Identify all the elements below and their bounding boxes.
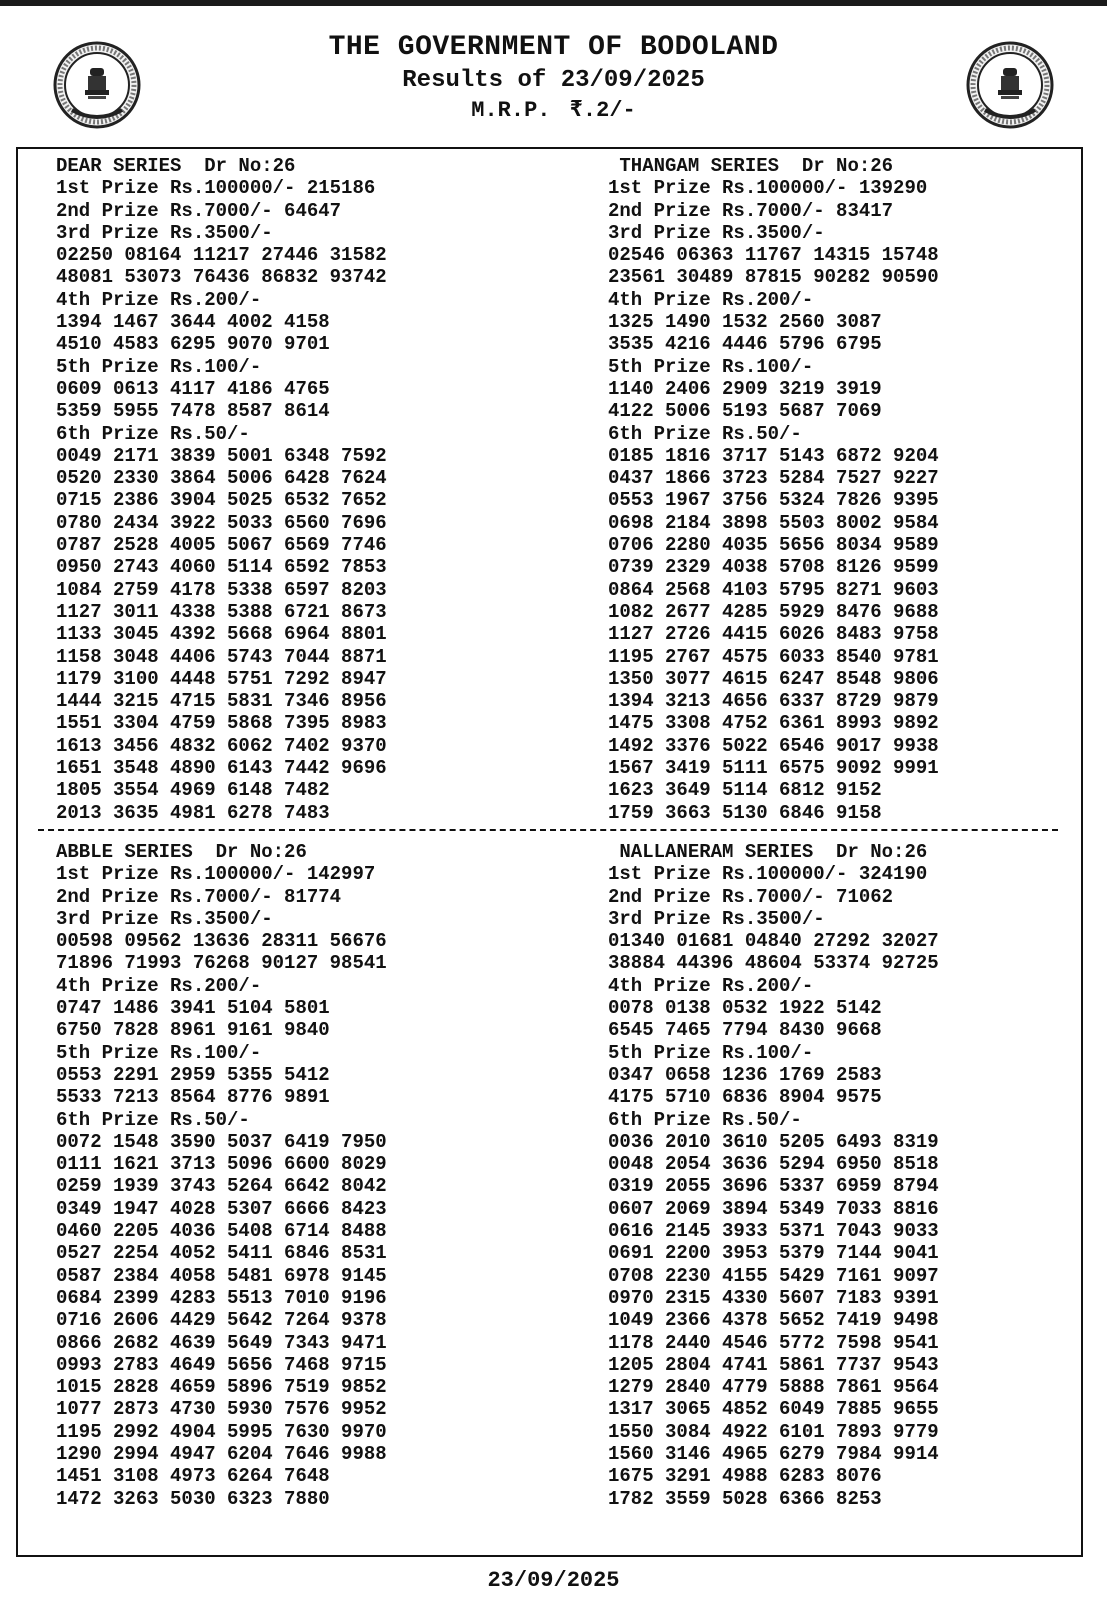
result-line: 01340 01681 04840 27292 32027 bbox=[608, 930, 939, 953]
top-border-bar bbox=[0, 0, 1107, 6]
result-line: 1317 3065 4852 6049 7885 9655 bbox=[608, 1398, 939, 1421]
result-line: 0553 2291 2959 5355 5412 bbox=[56, 1063, 330, 1086]
result-line: 0609 0613 4117 4186 4765 bbox=[56, 377, 330, 400]
result-line: 6545 7465 7794 8430 9668 bbox=[608, 1019, 882, 1042]
result-line: 0527 2254 4052 5411 6846 8531 bbox=[56, 1242, 387, 1265]
result-line: 4th Prize Rs.200/- bbox=[608, 974, 814, 997]
abble-series-block bbox=[56, 841, 387, 1510]
dashed-divider bbox=[38, 829, 1058, 831]
result-line: 3rd Prize Rs.3500/- bbox=[56, 907, 273, 930]
result-line: 1325 1490 1532 2560 3087 bbox=[608, 311, 882, 334]
document-header bbox=[0, 30, 1107, 126]
result-line: 1279 2840 4779 5888 7861 9564 bbox=[608, 1376, 939, 1399]
result-line: 5th Prize Rs.100/- bbox=[608, 355, 814, 378]
result-line: 0607 2069 3894 5349 7033 8816 bbox=[608, 1197, 939, 1220]
result-line: 02546 06363 11767 14315 15748 bbox=[608, 244, 939, 267]
result-line: 0864 2568 4103 5795 8271 9603 bbox=[608, 578, 939, 601]
result-line: 0716 2606 4429 5642 7264 9378 bbox=[56, 1309, 387, 1332]
result-line: 48081 53073 76436 86832 93742 bbox=[56, 266, 387, 289]
result-line: 1623 3649 5114 6812 9152 bbox=[608, 779, 882, 802]
result-line: 1195 2992 4904 5995 7630 9970 bbox=[56, 1420, 387, 1443]
result-line: 4510 4583 6295 9070 9701 bbox=[56, 333, 330, 356]
result-line: 1077 2873 4730 5930 7576 9952 bbox=[56, 1398, 387, 1421]
result-line: 0048 2054 3636 5294 6950 8518 bbox=[608, 1153, 939, 1176]
result-line: 0347 0658 1236 1769 2583 bbox=[608, 1063, 882, 1086]
result-line: THANGAM SERIES Dr No:26 bbox=[608, 155, 894, 177]
result-line: 1st Prize Rs.100000/- 139290 bbox=[608, 177, 928, 200]
result-line: 5th Prize Rs.100/- bbox=[608, 1041, 814, 1064]
result-line: 1551 3304 4759 5868 7395 8983 bbox=[56, 712, 387, 735]
result-line: 0780 2434 3922 5033 6560 7696 bbox=[56, 511, 387, 534]
result-line: 1394 3213 4656 6337 8729 9879 bbox=[608, 690, 939, 713]
result-line: 0691 2200 3953 5379 7144 9041 bbox=[608, 1242, 939, 1265]
result-line: 1782 3559 5028 6366 8253 bbox=[608, 1487, 882, 1510]
result-line: 0747 1486 3941 5104 5801 bbox=[56, 997, 330, 1020]
result-line: 5th Prize Rs.100/- bbox=[56, 1041, 262, 1064]
result-line: 0708 2230 4155 5429 7161 9097 bbox=[608, 1264, 939, 1287]
result-line: 1049 2366 4378 5652 7419 9498 bbox=[608, 1309, 939, 1332]
result-line: 1015 2828 4659 5896 7519 9852 bbox=[56, 1376, 387, 1399]
result-line: 38884 44396 48604 53374 92725 bbox=[608, 952, 939, 975]
result-line: 1472 3263 5030 6323 7880 bbox=[56, 1487, 330, 1510]
result-line: 1st Prize Rs.100000/- 142997 bbox=[56, 863, 376, 886]
result-line: 6th Prize Rs.50/- bbox=[608, 1108, 802, 1131]
result-line: 1178 2440 4546 5772 7598 9541 bbox=[608, 1331, 939, 1354]
result-line: 1179 3100 4448 5751 7292 8947 bbox=[56, 667, 387, 690]
document-title: THE GOVERNMENT OF BODOLAND bbox=[328, 32, 779, 63]
result-line: 0319 2055 3696 5337 6959 8794 bbox=[608, 1175, 939, 1198]
results-date: Results of 23/09/2025 bbox=[402, 67, 705, 94]
result-line: 0437 1866 3723 5284 7527 9227 bbox=[608, 467, 939, 490]
result-line: 1651 3548 4890 6143 7442 9696 bbox=[56, 757, 387, 780]
result-line: 0460 2205 4036 5408 6714 8488 bbox=[56, 1220, 387, 1243]
result-line: 1st Prize Rs.100000/- 215186 bbox=[56, 177, 376, 200]
result-line: 1084 2759 4178 5338 6597 8203 bbox=[56, 578, 387, 601]
result-line: 0739 2329 4038 5708 8126 9599 bbox=[608, 556, 939, 579]
result-line: 4th Prize Rs.200/- bbox=[608, 288, 814, 311]
result-line: 1127 3011 4338 5388 6721 8673 bbox=[56, 600, 387, 623]
result-line: 1082 2677 4285 5929 8476 9688 bbox=[608, 600, 939, 623]
result-line: 1133 3045 4392 5668 6964 8801 bbox=[56, 623, 387, 646]
result-line: 0950 2743 4060 5114 6592 7853 bbox=[56, 556, 387, 579]
result-line: 1560 3146 4965 6279 7984 9914 bbox=[608, 1443, 939, 1466]
result-line: 3rd Prize Rs.3500/- bbox=[56, 221, 273, 244]
result-line: 0715 2386 3904 5025 6532 7652 bbox=[56, 489, 387, 512]
result-line: 1158 3048 4406 5743 7044 8871 bbox=[56, 645, 387, 668]
result-line: 1290 2994 4947 6204 7646 9988 bbox=[56, 1443, 387, 1466]
result-line: 1127 2726 4415 6026 8483 9758 bbox=[608, 623, 939, 646]
result-line: 1205 2804 4741 5861 7737 9543 bbox=[608, 1353, 939, 1376]
result-line: 23561 30489 87815 90282 90590 bbox=[608, 266, 939, 289]
result-line: 0587 2384 4058 5481 6978 9145 bbox=[56, 1264, 387, 1287]
result-line: 0553 1967 3756 5324 7826 9395 bbox=[608, 489, 939, 512]
result-line: 1567 3419 5111 6575 9092 9991 bbox=[608, 757, 939, 780]
result-line: 0698 2184 3898 5503 8002 9584 bbox=[608, 511, 939, 534]
result-line: 1613 3456 4832 6062 7402 9370 bbox=[56, 734, 387, 757]
result-line: 3535 4216 4446 5796 6795 bbox=[608, 333, 882, 356]
result-line: 6750 7828 8961 9161 9840 bbox=[56, 1019, 330, 1042]
result-line: 0185 1816 3717 5143 6872 9204 bbox=[608, 444, 939, 467]
result-line: 0616 2145 3933 5371 7043 9033 bbox=[608, 1220, 939, 1243]
result-line: 3rd Prize Rs.3500/- bbox=[608, 907, 825, 930]
result-line: ABBLE SERIES Dr No:26 bbox=[56, 841, 307, 863]
result-line: 1550 3084 4922 6101 7893 9779 bbox=[608, 1420, 939, 1443]
result-line: 4th Prize Rs.200/- bbox=[56, 974, 262, 997]
thangam-series-block bbox=[608, 155, 939, 824]
result-line: 0866 2682 4639 5649 7343 9471 bbox=[56, 1331, 387, 1354]
result-line: 2nd Prize Rs.7000/- 71062 bbox=[608, 885, 894, 908]
result-line: 4122 5006 5193 5687 7069 bbox=[608, 400, 882, 423]
result-line: 5359 5955 7478 8587 8614 bbox=[56, 400, 330, 423]
result-line: 5th Prize Rs.100/- bbox=[56, 355, 262, 378]
result-line: 2013 3635 4981 6278 7483 bbox=[56, 801, 330, 824]
dear-series-block bbox=[56, 155, 387, 824]
result-line: 1444 3215 4715 5831 7346 8956 bbox=[56, 690, 387, 713]
result-line: 0078 0138 0532 1922 5142 bbox=[608, 997, 882, 1020]
mrp-price: M.R.P. ₹.2/- bbox=[471, 98, 636, 123]
result-line: 0259 1939 3743 5264 6642 8042 bbox=[56, 1175, 387, 1198]
result-line: 2nd Prize Rs.7000/- 64647 bbox=[56, 199, 342, 222]
result-line: 1475 3308 4752 6361 8993 9892 bbox=[608, 712, 939, 735]
result-line: 1140 2406 2909 3219 3919 bbox=[608, 377, 882, 400]
result-line: 0706 2280 4035 5656 8034 9589 bbox=[608, 534, 939, 557]
result-line: 5533 7213 8564 8776 9891 bbox=[56, 1086, 330, 1109]
result-line: 6th Prize Rs.50/- bbox=[56, 1108, 250, 1131]
result-line: 2nd Prize Rs.7000/- 83417 bbox=[608, 199, 894, 222]
result-line: 3rd Prize Rs.3500/- bbox=[608, 221, 825, 244]
result-line: 0787 2528 4005 5067 6569 7746 bbox=[56, 534, 387, 557]
result-line: 1805 3554 4969 6148 7482 bbox=[56, 779, 330, 802]
result-line: NALLANERAM SERIES Dr No:26 bbox=[608, 841, 928, 863]
result-line: 02250 08164 11217 27446 31582 bbox=[56, 244, 387, 267]
result-line: 1675 3291 4988 6283 8076 bbox=[608, 1465, 882, 1488]
result-line: 0970 2315 4330 5607 7183 9391 bbox=[608, 1286, 939, 1309]
result-line: 1451 3108 4973 6264 7648 bbox=[56, 1465, 330, 1488]
result-line: 1492 3376 5022 6546 9017 9938 bbox=[608, 734, 939, 757]
result-line: 1759 3663 5130 6846 9158 bbox=[608, 801, 882, 824]
result-line: 0111 1621 3713 5096 6600 8029 bbox=[56, 1153, 387, 1176]
result-line: 1195 2767 4575 6033 8540 9781 bbox=[608, 645, 939, 668]
result-line: 2nd Prize Rs.7000/- 81774 bbox=[56, 885, 342, 908]
result-line: 6th Prize Rs.50/- bbox=[608, 422, 802, 445]
result-line: 0684 2399 4283 5513 7010 9196 bbox=[56, 1286, 387, 1309]
result-line: 4175 5710 6836 8904 9575 bbox=[608, 1086, 882, 1109]
results-frame bbox=[16, 147, 1083, 1557]
nallaneram-series-block bbox=[608, 841, 939, 1510]
result-line: 1st Prize Rs.100000/- 324190 bbox=[608, 863, 928, 886]
footer-date: 23/09/2025 bbox=[487, 1568, 620, 1593]
result-line: 00598 09562 13636 28311 56676 bbox=[56, 930, 387, 953]
result-line: 0349 1947 4028 5307 6666 8423 bbox=[56, 1197, 387, 1220]
result-line: 1350 3077 4615 6247 8548 9806 bbox=[608, 667, 939, 690]
result-line: 1394 1467 3644 4002 4158 bbox=[56, 311, 330, 334]
result-line: 0993 2783 4649 5656 7468 9715 bbox=[56, 1353, 387, 1376]
result-line: 0036 2010 3610 5205 6493 8319 bbox=[608, 1130, 939, 1153]
result-line: DEAR SERIES Dr No:26 bbox=[56, 155, 296, 177]
result-line: 0049 2171 3839 5001 6348 7592 bbox=[56, 444, 387, 467]
result-line: 0520 2330 3864 5006 6428 7624 bbox=[56, 467, 387, 490]
result-line: 6th Prize Rs.50/- bbox=[56, 422, 250, 445]
result-line: 71896 71993 76268 90127 98541 bbox=[56, 952, 387, 975]
result-line: 0072 1548 3590 5037 6419 7950 bbox=[56, 1130, 387, 1153]
result-line: 4th Prize Rs.200/- bbox=[56, 288, 262, 311]
